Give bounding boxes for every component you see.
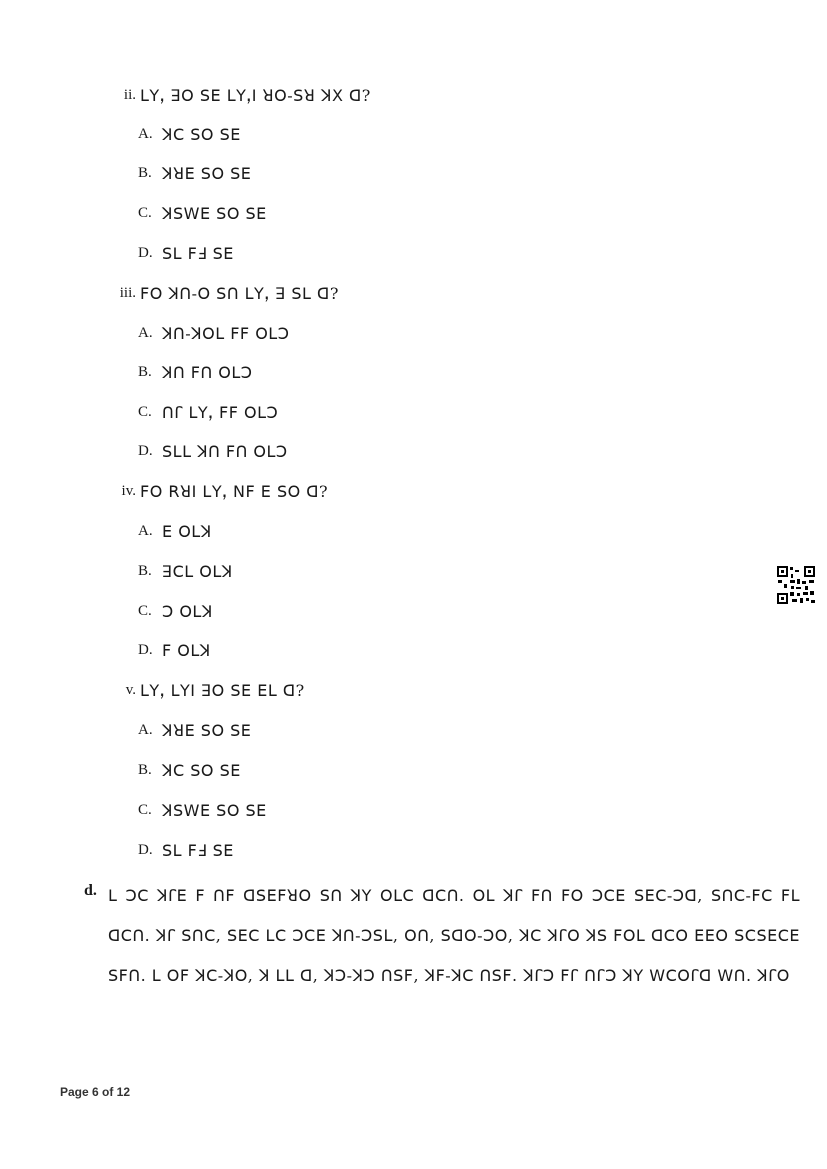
question-iii [100,280,339,306]
question-text: ꓡꓬꓹ ꓡꓬꓲ ꓱꓳ ꓢꓰ ꓰꓡ ꓷ? [140,680,305,700]
option-text: ꓘꓵ-ꓘꓳꓡ ꓝꓝ ꓳꓡꓛ [162,323,290,343]
option-text: ꓰ ꓳꓡꓘ [162,521,212,541]
option-text: ꓛ ꓳꓡꓘ [162,601,213,621]
option-c [138,598,213,624]
option-a [138,717,251,743]
option-a [138,518,212,544]
option-letter: A. [138,125,153,142]
option-d [138,637,211,663]
option-letter: A. [138,721,153,738]
option-letter: C. [138,204,152,221]
question-number: ii. [123,86,136,103]
option-b [138,160,251,186]
section-d-label: d. [84,882,97,899]
option-letter: D. [138,841,153,858]
option-letter: C. [138,403,152,420]
option-text: ꓘꓤꓰ ꓢꓳ ꓢꓰ [162,720,252,740]
option-text: ꓵꓩ ꓡꓬꓹ ꓝꓝ ꓳꓡꓛ [162,402,279,422]
option-d [138,240,234,266]
option-letter: B. [138,164,152,181]
question-number: v. [125,681,136,698]
option-b [138,558,233,584]
option-a [138,320,289,346]
option-text: ꓝ ꓳꓡꓘ [162,640,211,660]
option-text: ꓘꓢꓪꓰ ꓢꓳ ꓢꓰ [162,800,267,820]
option-a [138,121,241,147]
option-letter: B. [138,363,152,380]
question-iv [100,478,328,504]
question-text: ꓝꓳ ꓘꓵ-ꓳ ꓢꓵ ꓡꓬꓹ ꓱ ꓢꓡ ꓷ? [140,283,339,303]
option-d [138,438,288,464]
option-text: ꓢꓡꓡ ꓘꓵ ꓝꓵ ꓳꓡꓛ [162,441,288,461]
option-letter: A. [138,324,153,341]
option-b [138,359,253,385]
question-number: iv. [121,482,136,499]
option-text: ꓘꓢꓪꓰ ꓢꓳ ꓢꓰ [162,203,267,223]
option-text: ꓘꓤꓰ ꓢꓳ ꓢꓰ [162,163,252,183]
option-text: ꓢꓡ ꓝꓞ ꓢꓰ [162,243,234,263]
option-c [138,797,267,823]
option-b [138,757,241,783]
option-letter: C. [138,801,152,818]
option-letter: B. [138,562,152,579]
option-letter: D. [138,442,153,459]
question-number: iii. [119,284,136,301]
option-c [138,399,278,425]
option-letter: D. [138,641,153,658]
option-letter: B. [138,761,152,778]
option-c [138,200,267,226]
section-d [84,876,800,996]
question-text: ꓝꓳ ꓣꓤꓲ ꓡꓬꓹ ꓠꓝ ꓰ ꓢꓳ ꓷ? [140,481,329,501]
question-ii [100,82,371,108]
option-text: ꓘꓵ ꓝꓵ ꓳꓡꓛ [162,362,253,382]
question-text: ꓡꓬꓹ ꓱꓳ ꓢꓰ ꓡꓬꓹꓲ ꓤꓳ-ꓢꓤ ꓘꓫ ꓷ? [140,85,371,105]
option-d [138,837,234,863]
option-letter: A. [138,522,153,539]
qr-code-icon [776,565,816,605]
option-letter: C. [138,602,152,619]
option-text: ꓱꓚꓡ ꓳꓡꓘ [162,561,233,581]
question-v [100,677,305,703]
section-d-paragraph: ꓡ ꓛꓚ ꓘꓩꓰ ꓝ ꓵꓝ ꓷꓢꓰꓝꓤꓳ ꓢꓵ ꓘꓬ ꓳꓡꓚ ꓷꓚꓵ. ꓳꓡ ꓘꓩ ꓝꓵ ꓝꓳ ꓛꓚꓰ ꓢꓰꓚ-ꓛꓷ, ꓢꓵꓚ-ꓝꓚ ꓝꓡ ꓷꓚꓵ. ꓘꓩ ꓢꓵꓚ, ꓢꓰꓚ ꓡꓚ ꓛꓚꓰ ꓘꓵ-ꓛꓢꓡ, ꓳꓵ, ꓢꓷꓳ-ꓛꓳ, ꓘꓚ ꓘꓩꓳ ꓘꓢ ꓝꓳꓡ ꓷꓚꓳ ꓰꓰꓳ ꓢꓚꓢꓰꓚꓰ ꓢꓝꓵ. ꓡ ꓳꓝ ꓘꓚ-ꓘꓳ, ꓘ ꓡꓡ ꓷ, ꓘꓛ-ꓘꓛ ꓵꓢꓝ, ꓘꓝ-ꓘꓚ ꓵꓢꓝ. ꓘꓩꓛ ꓝꓩ ꓵꓩꓛ ꓘꓬ ꓪꓚꓳꓩꓷ ꓪꓵ. ꓘꓩꓳ [108,886,801,985]
option-text: ꓢꓡ ꓝꓞ ꓢꓰ [162,840,234,860]
option-text: ꓘꓚ ꓢꓳ ꓢꓰ [162,760,241,780]
page-number: Page 6 of 12 [60,1085,131,1099]
option-letter: D. [138,244,153,261]
option-text: ꓘꓚ ꓢꓳ ꓢꓰ [162,124,241,144]
